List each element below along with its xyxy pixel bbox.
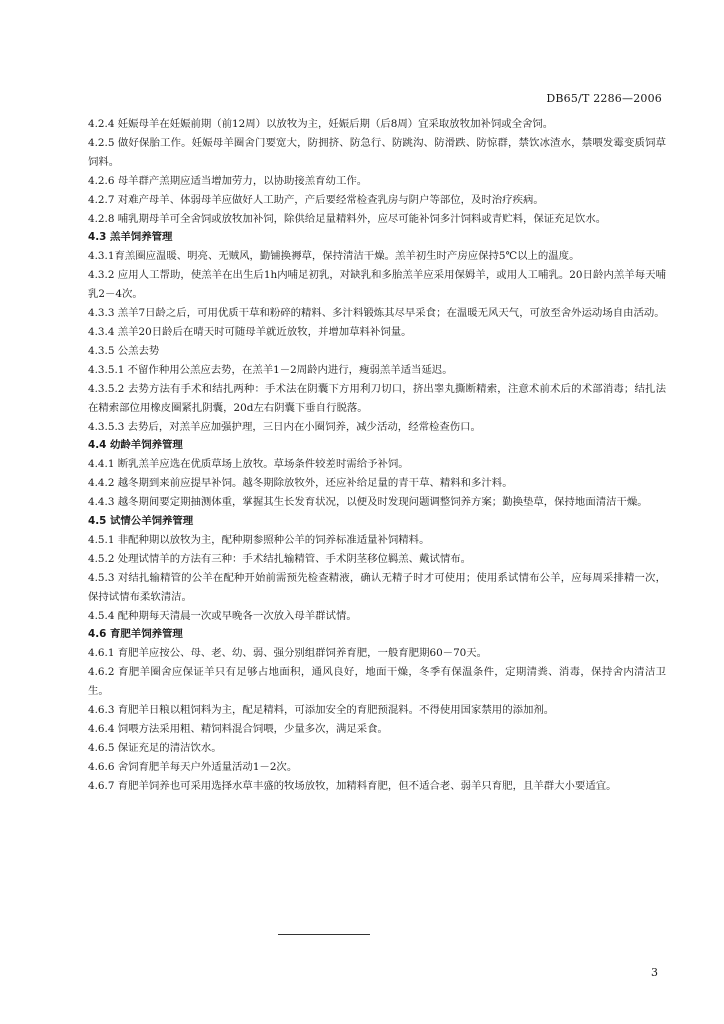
clause-paragraph: 4.3.4 羔羊20日龄后在晴天时可随母羊就近放牧，并增加草料补饲量。	[88, 325, 412, 338]
page-number: 3	[651, 966, 658, 979]
clause-paragraph: 4.4.1 断乳羔羊应选在优质草场上放牧。草场条件较差时需给予补饲。	[88, 458, 409, 471]
clause-paragraph: 4.6.3 育肥羊日粮以粗饲料为主，配足精料，可添加安全的育肥预混料。不得使用国家禁用的添加剂。	[88, 704, 555, 717]
clause-paragraph: 4.6.1 育肥羊应按公、母、老、幼、弱、强分别组群饲养育肥，一般育肥期60－70天。	[88, 647, 488, 660]
clause-paragraph: 4.3.5.1 不留作种用公羔应去势，在羔羊1－2周龄内进行，瘦弱羔羊适当延迟。	[88, 363, 453, 376]
clause-paragraph: 4.3.5.3 去势后，对羔羊应加强护理，三日内在小圈饲养，减少活动，经常检查伤口。	[88, 420, 481, 433]
clause-paragraph: 4.3.5.2 去势方法有手术和结扎两种：手术法在阴囊下方用利刀切口，挤出睾丸撕断精索，注意术前术后的术部消毒；结扎法在精索部位用橡皮圈紧扎阴囊，20d左右阴囊下垂自行脱落。	[88, 382, 666, 414]
document-body	[88, 115, 666, 796]
section-heading: 4.5 试情公羊饲养管理	[88, 515, 194, 528]
clause-paragraph: 4.5.3 对结扎输精管的公羊在配种开始前需预先检查精液，确认无精子时才可使用；使用系试情布公羊，应每周采排精一次，保持试情布柔软清洁。	[88, 571, 666, 603]
clause-paragraph: 4.6.6 舍饲育肥羊每天户外适量活动1－2次。	[88, 760, 298, 773]
clause-paragraph: 4.3.1育羔圈应温暖、明亮、无贼风，勤铺换褥草，保持清洁干燥。羔羊初生时产房应保持5℃以上的温度。	[88, 250, 580, 263]
clause-paragraph: 4.2.8 哺乳期母羊可全舍饲或放牧加补饲，除供给足量精料外，应尽可能补饲多汁饲料或青贮料，保证充足饮水。	[88, 212, 607, 225]
clause-paragraph: 4.6.2 育肥羊圈舍应保证羊只有足够占地面积，通风良好，地面干燥，冬季有保温条件，定期清粪、消毒，保持舍内清洁卫生。	[88, 666, 666, 698]
clause-paragraph: 4.2.5 做好保胎工作。妊娠母羊圈舍门要宽大，防拥挤、防急行、防跳沟、防滑跌、防惊群，禁饮冰渣水，禁喂发霉变质饲草饲料。	[88, 136, 666, 168]
section-heading: 4.3 羔羊饲养管理	[88, 231, 173, 244]
clause-paragraph: 4.3.3 羔羊7日龄之后，可用优质干草和粉碎的精料、多汁料锻炼其尽早采食；在温暖无风天气，可放至舍外运动场自由活动。	[88, 307, 665, 320]
section-heading: 4.6 育肥羊饲养管理	[88, 628, 183, 641]
clause-paragraph: 4.4.3 越冬期间要定期抽测体重，掌握其生长发育状况，以便及时发现问题调整饲养方案；勤换垫草，保持地面清洁干燥。	[88, 496, 648, 509]
end-rule	[278, 934, 370, 935]
clause-paragraph: 4.4.2 越冬期到来前应提早补饲。越冬期除放牧外，还应补给足量的青干草、精料和多汁料。	[88, 477, 513, 490]
standard-code: DB65/T 2286—2006	[546, 92, 662, 105]
clause-paragraph: 4.5.1 非配种期以放牧为主，配种期参照种公羊的饲养标准适量补饲精料。	[88, 533, 430, 546]
clause-paragraph: 4.2.4 妊娠母羊在妊娠前期（前12周）以放牧为主，妊娠后期（后8周）宜采取放牧加补饲或全舍饲。	[88, 118, 554, 130]
clause-paragraph: 4.5.2 处理试情羊的方法有三种：手术结扎输精管、手术阴茎移位羁羔、戴试情布。	[88, 552, 472, 565]
clause-paragraph: 4.3.5 公羔去势	[88, 344, 160, 357]
section-heading: 4.4 幼龄羊饲养管理	[88, 439, 183, 452]
clause-paragraph: 4.3.2 应用人工帮助，使羔羊在出生后1h内哺足初乳，对缺乳和多胎羔羊应采用保姆羊，或用人工哺乳。20日龄内羔羊每天哺乳2－4次。	[88, 269, 666, 301]
clause-paragraph: 4.5.4 配种期每天清晨一次或早晚各一次放入母羊群试情。	[88, 609, 357, 622]
clause-paragraph: 4.6.5 保证充足的清洁饮水。	[88, 741, 222, 754]
clause-paragraph: 4.2.6 母羊群产羔期应适当增加劳力，以协助接羔育幼工作。	[88, 174, 368, 187]
clause-paragraph: 4.6.4 饲喂方法采用粗、精饲料混合饲喂，少量多次，满足采食。	[88, 723, 388, 735]
clause-paragraph: 4.2.7 对难产母羊、体弱母羊应做好人工助产，产后要经常检查乳房与阴户等部位，及时治疗疾病。	[88, 193, 544, 206]
clause-paragraph: 4.6.7 育肥羊饲养也可采用选择水草丰盛的牧场放牧，加精料育肥，但不适合老、弱羊只育肥，且羊群大小要适宜。	[88, 779, 617, 792]
